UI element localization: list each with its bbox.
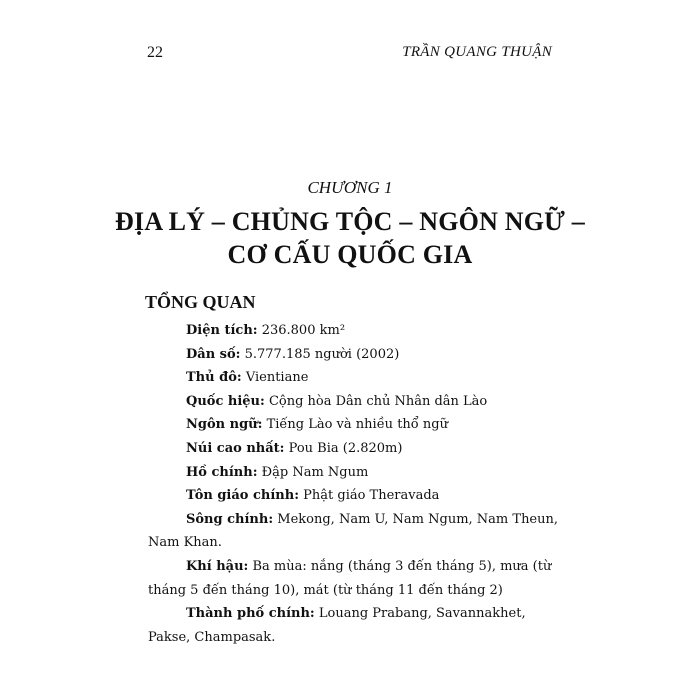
fact-value: 5.777.185 người (2002) [244, 346, 400, 362]
fact-value: Tiếng Lào và nhiều thổ ngữ [266, 417, 448, 433]
fact-value: Đập Nam Ngum [261, 464, 369, 480]
fact-label: Diện tích: [186, 323, 258, 338]
chapter-label: CHƯƠNG 1 [307, 178, 393, 197]
fact-value: 236.800 km² [261, 323, 346, 338]
fact-value: Mekong, Nam U, Nam Ngum, Nam Theun, Nam Khan. [148, 511, 559, 551]
fact-main-rivers [148, 508, 558, 555]
fact-value: Louang Prabang, Savannakhet, Pakse, Champasak. [148, 606, 526, 645]
fact-label: Tôn giáo chính: [186, 488, 299, 504]
page-number: 22 [147, 44, 163, 61]
fact-official-name [148, 390, 558, 414]
fact-capital [148, 366, 558, 390]
fact-value: Ba mùa: nắng (tháng 3 đến tháng 5), mưa (từ tháng 5 đến tháng 10), mát (từ tháng 11 đến tháng 2) [148, 558, 552, 598]
fact-main-cities [148, 602, 558, 649]
fact-highest-mountain [148, 437, 558, 461]
facts-list [148, 319, 558, 649]
chapter-title-line1: ĐỊA LÝ – CHỦNG TỘC – NGÔN NGỮ – [115, 207, 585, 236]
fact-value: Vientiane [245, 370, 309, 386]
fact-area [148, 319, 558, 343]
fact-language [148, 413, 558, 437]
running-head-author: TRẦN QUANG THUẬN [402, 44, 552, 60]
chapter-title-line2: CƠ CẤU QUỐC GIA [227, 240, 473, 269]
fact-label: Ngôn ngữ: [186, 417, 263, 433]
fact-value: Pou Bia (2.820m) [288, 440, 403, 456]
fact-main-lake [148, 461, 558, 485]
fact-label: Dân số: [186, 346, 241, 362]
section-heading: TỔNG QUAN [145, 292, 256, 312]
fact-label: Hồ chính: [186, 464, 258, 480]
fact-label: Thành phố chính: [186, 606, 315, 622]
fact-label: Khí hậu: [186, 558, 249, 574]
fact-label: Sông chính: [186, 511, 274, 527]
fact-value: Phật giáo Theravada [303, 488, 440, 504]
fact-climate [148, 555, 558, 602]
fact-value: Cộng hòa Dân chủ Nhân dân Lào [268, 393, 488, 409]
fact-main-religion [148, 484, 558, 508]
fact-label: Quốc hiệu: [186, 393, 265, 409]
fact-label: Thủ đô: [186, 370, 242, 386]
fact-label: Núi cao nhất: [186, 440, 285, 456]
fact-population [148, 343, 558, 367]
